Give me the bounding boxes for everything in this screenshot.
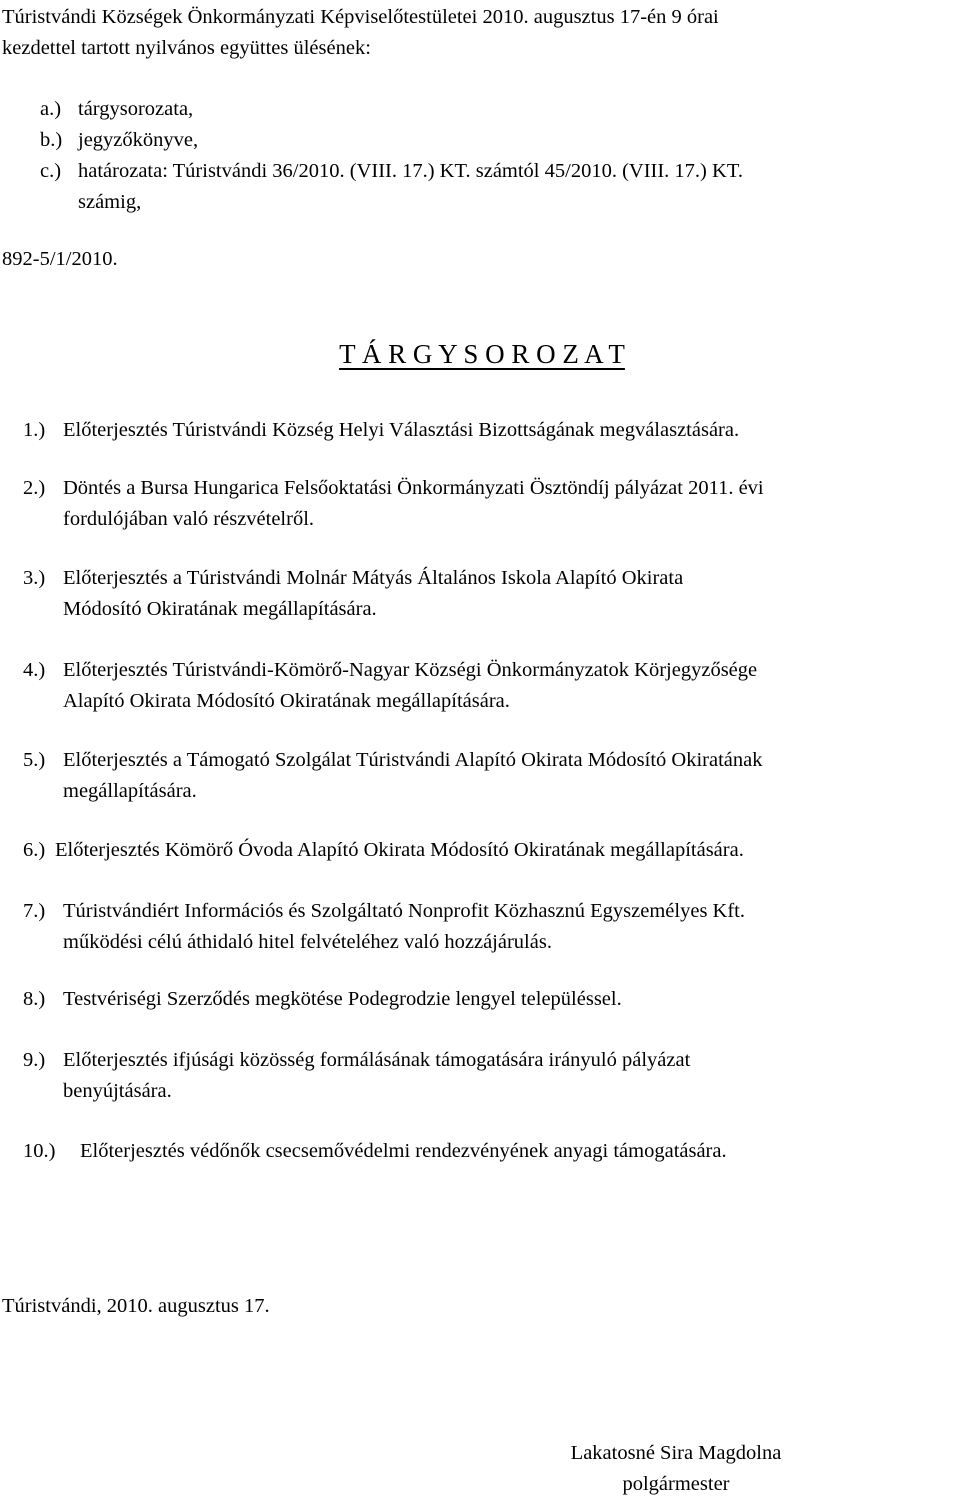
agenda-text: Előterjesztés a Túristvándi Molnár Mátyás Általános Iskola Alapító Okirata [63, 567, 684, 589]
list-text: tárgysorozata, [78, 98, 194, 120]
agenda-number: 9.) [23, 1049, 46, 1071]
agenda-item-10 [23, 1136, 727, 1167]
intro-line-1: Túristvándi Községek Önkormányzati Képviselőtestületei 2010. augusztus 17-én 9 órai [2, 6, 719, 28]
intro-line-2: kezdettel tartott nyilvános együttes ülésének: [2, 37, 371, 59]
agenda-item-6 [23, 835, 744, 866]
reference-number: 892-5/1/2010. [2, 248, 118, 270]
agenda-text: fordulójában való részvételről. [63, 508, 315, 530]
agenda-text: Alapító Okirata Módosító Okiratának megállapítására. [63, 690, 510, 712]
agenda-item-5 [23, 745, 763, 807]
place-date: Túristvándi, 2010. augusztus 17. [2, 1295, 270, 1317]
agenda-item-8 [23, 984, 622, 1015]
list-item [40, 94, 743, 125]
document-parts-list [40, 94, 743, 218]
agenda-number: 5.) [23, 749, 46, 771]
agenda-item-9 [23, 1045, 690, 1107]
signatory-name: Lakatosné Sira Magdolna [570, 1442, 782, 1464]
agenda-item-4 [23, 655, 757, 717]
agenda-text: megállapítására. [63, 780, 197, 802]
agenda-item-3 [23, 563, 683, 625]
agenda-item-1 [23, 415, 739, 446]
agenda-text: benyújtására. [63, 1080, 172, 1102]
list-item [40, 156, 743, 187]
agenda-number: 8.) [23, 988, 46, 1010]
agenda-text: Előterjesztés a Támogató Szolgálat Túristvándi Alapító Okirata Módosító Okiratának [63, 749, 763, 771]
agenda-number: 3.) [23, 567, 46, 589]
agenda-item-7 [23, 896, 745, 958]
agenda-number: 2.) [23, 477, 46, 499]
intro-paragraph [2, 2, 719, 64]
agenda-text: Előterjesztés Túristvándi-Kömörő-Nagyar Községi Önkormányzatok Körjegyzősége [63, 659, 758, 681]
agenda-text: Módosító Okiratának megállapítására. [63, 598, 377, 620]
agenda-item-2 [23, 473, 764, 535]
signatory-title: polgármester [622, 1473, 730, 1495]
agenda-heading: T Á R G Y S O R O Z A T [339, 339, 625, 369]
agenda-text: Döntés a Bursa Hungarica Felsőoktatási Önkormányzati Ösztöndíj pályázat 2011. évi [63, 477, 764, 499]
list-text: jegyzőkönyve, [78, 129, 199, 151]
signature-block [540, 1438, 812, 1500]
list-item [40, 125, 743, 156]
agenda-number: 4.) [23, 659, 46, 681]
list-text-continuation: számig, [78, 191, 142, 213]
agenda-number: 7.) [23, 900, 46, 922]
agenda-text: Előterjesztés Túristvándi Község Helyi Választási Bizottságának megválasztására. [63, 419, 740, 441]
list-marker: b.) [40, 129, 63, 151]
agenda-text: működési célú áthidaló hitel felvételéhez való hozzájárulás. [63, 931, 552, 953]
list-marker: c.) [40, 160, 62, 182]
agenda-text: Előterjesztés ifjúsági közösség formálásának támogatására irányuló pályázat [63, 1049, 691, 1071]
agenda-text: Előterjesztés Kömörő Óvoda Alapító Okirata Módosító Okiratának megállapítására. [55, 839, 744, 861]
agenda-text: Előterjesztés védőnők csecsemővédelmi rendezvényének anyagi támogatására. [80, 1140, 727, 1162]
list-text: határozata: Túristvándi 36/2010. (VIII. 17.) KT. számtól 45/2010. (VIII. 17.) KT. [78, 160, 743, 182]
agenda-number: 6.) [23, 839, 46, 861]
agenda-number: 1.) [23, 419, 46, 441]
list-marker: a.) [40, 98, 62, 120]
agenda-number: 10.) [23, 1140, 56, 1162]
agenda-text: Túristvándiért Információs és Szolgáltató Nonprofit Közhasznú Egyszemélyes Kft. [63, 900, 746, 922]
agenda-text: Testvériségi Szerződés megkötése Podegrodzie lengyel településsel. [63, 988, 622, 1010]
